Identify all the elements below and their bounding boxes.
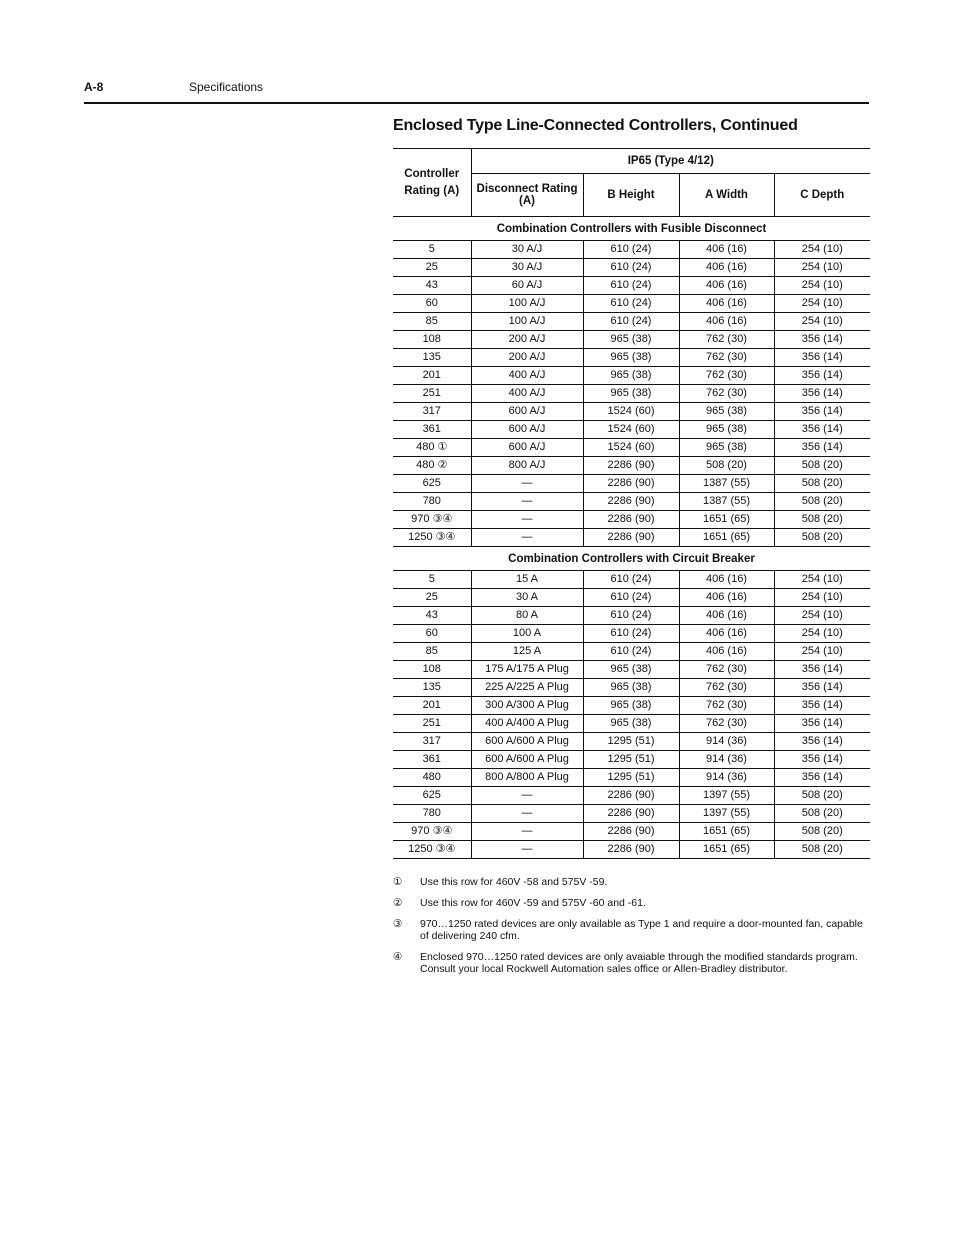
cell-c-depth: 356 (14) [774,751,870,769]
cell-controller-rating: 625 [393,475,471,493]
cell-disconnect-rating: 400 A/J [471,385,583,403]
cell-b-height: 2286 (90) [583,493,679,511]
cell-b-height: 2286 (90) [583,805,679,823]
cell-a-width: 406 (16) [679,643,774,661]
cell-c-depth: 356 (14) [774,403,870,421]
cell-b-height: 2286 (90) [583,457,679,475]
cell-c-depth: 254 (10) [774,607,870,625]
cell-c-depth: 356 (14) [774,331,870,349]
column-header-b-height: B Height [583,174,679,217]
cell-a-width: 914 (36) [679,751,774,769]
group-header-row [393,217,870,241]
group-label: Combination Controllers with Circuit Breaker [393,547,870,571]
cell-a-width: 965 (38) [679,403,774,421]
cell-a-width: 1397 (55) [679,787,774,805]
table-row [393,259,870,277]
page-number: A-8 [84,80,104,94]
cell-a-width: 406 (16) [679,241,774,259]
cell-c-depth: 356 (14) [774,349,870,367]
cell-c-depth: 356 (14) [774,661,870,679]
table-row [393,787,870,805]
cell-b-height: 610 (24) [583,295,679,313]
table-row [393,529,870,547]
cell-disconnect-rating: 200 A/J [471,349,583,367]
cell-b-height: 2286 (90) [583,529,679,547]
cell-c-depth: 356 (14) [774,439,870,457]
cell-b-height: 965 (38) [583,385,679,403]
table-row [393,349,870,367]
cell-c-depth: 356 (14) [774,367,870,385]
cell-controller-rating: 85 [393,643,471,661]
table-row [393,403,870,421]
cell-b-height: 610 (24) [583,607,679,625]
cell-a-width: 508 (20) [679,457,774,475]
footnote-text: Enclosed 970…1250 rated devices are only avaiable through the modified standards program. Consult your local Rockwell Automation sales office or Allen-Bradley distributor. [420,951,858,975]
cell-controller-rating: 480 [393,769,471,787]
cell-controller-rating: 970 ③④ [393,511,471,529]
table-row [393,367,870,385]
cell-disconnect-rating: 300 A/300 A Plug [471,697,583,715]
cell-c-depth: 254 (10) [774,571,870,589]
cell-b-height: 1524 (60) [583,421,679,439]
cell-c-depth: 508 (20) [774,841,870,859]
footnote-text: 970…1250 rated devices are only available as Type 1 and require a door-mounted fan, capable of delivering 240 cfm. [420,918,863,942]
cell-controller-rating: 25 [393,259,471,277]
cell-disconnect-rating: 30 A/J [471,259,583,277]
table-row [393,643,870,661]
cell-b-height: 965 (38) [583,349,679,367]
cell-disconnect-rating: 100 A/J [471,313,583,331]
cell-a-width: 406 (16) [679,571,774,589]
cell-controller-rating: 780 [393,805,471,823]
cell-c-depth: 508 (20) [774,493,870,511]
cell-controller-rating: 201 [393,697,471,715]
cell-controller-rating: 5 [393,571,471,589]
cell-b-height: 1295 (51) [583,733,679,751]
cell-controller-rating: 317 [393,733,471,751]
cell-disconnect-rating: — [471,805,583,823]
cell-c-depth: 254 (10) [774,277,870,295]
cell-b-height: 965 (38) [583,679,679,697]
cell-disconnect-rating: — [471,823,583,841]
table-row [393,661,870,679]
cell-b-height: 1295 (51) [583,769,679,787]
cell-a-width: 914 (36) [679,769,774,787]
cell-c-depth: 508 (20) [774,787,870,805]
cell-c-depth: 254 (10) [774,625,870,643]
cell-a-width: 406 (16) [679,607,774,625]
cell-b-height: 965 (38) [583,661,679,679]
table-row [393,697,870,715]
cell-disconnect-rating: 30 A [471,589,583,607]
table-row [393,733,870,751]
cell-disconnect-rating: 125 A [471,643,583,661]
cell-a-width: 762 (30) [679,661,774,679]
cell-a-width: 1397 (55) [679,805,774,823]
cell-a-width: 762 (30) [679,697,774,715]
cell-c-depth: 508 (20) [774,823,870,841]
table-row [393,625,870,643]
header-rule [84,102,869,104]
table-row [393,241,870,259]
cell-disconnect-rating: — [471,787,583,805]
cell-b-height: 610 (24) [583,277,679,295]
cell-disconnect-rating: 600 A/J [471,403,583,421]
cell-disconnect-rating: — [471,493,583,511]
footnote [393,918,870,942]
table-row [393,331,870,349]
table-row [393,439,870,457]
footnote [393,897,870,909]
table-row [393,295,870,313]
page-title: Enclosed Type Line-Connected Controllers, Continued [393,117,798,134]
cell-c-depth: 356 (14) [774,715,870,733]
cell-c-depth: 356 (14) [774,679,870,697]
cell-c-depth: 356 (14) [774,385,870,403]
cell-disconnect-rating: 30 A/J [471,241,583,259]
cell-b-height: 2286 (90) [583,787,679,805]
cell-disconnect-rating: — [471,475,583,493]
cell-disconnect-rating: 100 A [471,625,583,643]
cell-controller-rating: 135 [393,679,471,697]
cell-disconnect-rating: 600 A/600 A Plug [471,751,583,769]
cell-b-height: 610 (24) [583,259,679,277]
cell-b-height: 610 (24) [583,589,679,607]
cell-controller-rating: 625 [393,787,471,805]
cell-controller-rating: 60 [393,295,471,313]
cell-a-width: 1651 (65) [679,511,774,529]
footnote-text: Use this row for 460V -58 and 575V -59. [420,876,608,888]
cell-c-depth: 508 (20) [774,475,870,493]
cell-a-width: 406 (16) [679,277,774,295]
footnote-mark: ① [393,876,403,888]
table-row [393,313,870,331]
cell-controller-rating: 970 ③④ [393,823,471,841]
cell-disconnect-rating: 15 A [471,571,583,589]
cell-a-width: 762 (30) [679,679,774,697]
cell-b-height: 610 (24) [583,241,679,259]
cell-controller-rating: 43 [393,607,471,625]
cell-disconnect-rating: 600 A/J [471,439,583,457]
cell-disconnect-rating: 600 A/J [471,421,583,439]
cell-a-width: 965 (38) [679,439,774,457]
table-row [393,571,870,589]
table-row [393,607,870,625]
cell-c-depth: 254 (10) [774,313,870,331]
cell-controller-rating: 251 [393,715,471,733]
cell-controller-rating: 135 [393,349,471,367]
table-row [393,679,870,697]
cell-b-height: 2286 (90) [583,511,679,529]
specifications-table [393,148,870,859]
cell-c-depth: 356 (14) [774,733,870,751]
cell-c-depth: 254 (10) [774,241,870,259]
cell-a-width: 762 (30) [679,331,774,349]
cell-disconnect-rating: 400 A/400 A Plug [471,715,583,733]
cell-a-width: 1651 (65) [679,841,774,859]
table-row [393,475,870,493]
cell-b-height: 965 (38) [583,367,679,385]
cell-b-height: 610 (24) [583,625,679,643]
cell-b-height: 610 (24) [583,571,679,589]
cell-c-depth: 508 (20) [774,457,870,475]
table-row [393,589,870,607]
table-row [393,277,870,295]
cell-a-width: 1387 (55) [679,475,774,493]
cell-disconnect-rating: 400 A/J [471,367,583,385]
table-row [393,805,870,823]
controller-rating-header: Controller Rating (A) [393,149,471,217]
cell-c-depth: 508 (20) [774,511,870,529]
cell-disconnect-rating: 175 A/175 A Plug [471,661,583,679]
cell-controller-rating: 60 [393,625,471,643]
cell-disconnect-rating: 200 A/J [471,331,583,349]
footnote-mark: ③ [393,918,403,930]
cell-c-depth: 356 (14) [774,769,870,787]
cell-a-width: 406 (16) [679,313,774,331]
cell-b-height: 965 (38) [583,697,679,715]
cell-a-width: 914 (36) [679,733,774,751]
cell-controller-rating: 108 [393,661,471,679]
table-row [393,769,870,787]
footnote-mark: ② [393,897,403,909]
cell-disconnect-rating: 80 A [471,607,583,625]
cell-a-width: 965 (38) [679,421,774,439]
cell-controller-rating: 480 ② [393,457,471,475]
table-row [393,421,870,439]
cell-controller-rating: 201 [393,367,471,385]
cell-a-width: 406 (16) [679,295,774,313]
table-row [393,493,870,511]
cell-a-width: 406 (16) [679,589,774,607]
cell-a-width: 762 (30) [679,715,774,733]
cell-controller-rating: 108 [393,331,471,349]
group-header-row [393,547,870,571]
footnote-mark: ④ [393,951,403,963]
cell-controller-rating: 780 [393,493,471,511]
group-label: Combination Controllers with Fusible Disconnect [393,217,870,241]
cell-b-height: 1295 (51) [583,751,679,769]
cell-b-height: 2286 (90) [583,823,679,841]
cell-a-width: 1651 (65) [679,823,774,841]
column-header-a-width: A Width [679,174,774,217]
cell-c-depth: 254 (10) [774,643,870,661]
cell-controller-rating: 5 [393,241,471,259]
section-title: Specifications [189,80,264,94]
cell-a-width: 762 (30) [679,349,774,367]
table-row [393,385,870,403]
cell-disconnect-rating: — [471,511,583,529]
cell-disconnect-rating: 800 A/J [471,457,583,475]
cell-b-height: 610 (24) [583,313,679,331]
footnote [393,951,870,975]
cell-b-height: 1524 (60) [583,439,679,457]
table-body [393,217,870,859]
cell-disconnect-rating: 600 A/600 A Plug [471,733,583,751]
cell-controller-rating: 85 [393,313,471,331]
cell-disconnect-rating: — [471,841,583,859]
cell-a-width: 762 (30) [679,385,774,403]
cell-controller-rating: 251 [393,385,471,403]
cell-c-depth: 356 (14) [774,697,870,715]
cell-a-width: 1387 (55) [679,493,774,511]
cell-controller-rating: 361 [393,751,471,769]
cell-c-depth: 254 (10) [774,295,870,313]
cell-c-depth: 356 (14) [774,421,870,439]
cell-controller-rating: 480 ① [393,439,471,457]
table-row [393,841,870,859]
cell-disconnect-rating: 60 A/J [471,277,583,295]
cell-b-height: 610 (24) [583,643,679,661]
enclosure-header: IP65 (Type 4/12) [471,149,870,174]
cell-controller-rating: 361 [393,421,471,439]
cell-a-width: 406 (16) [679,625,774,643]
cell-c-depth: 508 (20) [774,529,870,547]
cell-b-height: 2286 (90) [583,475,679,493]
cell-c-depth: 254 (10) [774,589,870,607]
cell-b-height: 965 (38) [583,331,679,349]
cell-disconnect-rating: 800 A/800 A Plug [471,769,583,787]
cell-c-depth: 254 (10) [774,259,870,277]
table-row [393,823,870,841]
cell-a-width: 1651 (65) [679,529,774,547]
table-row [393,457,870,475]
cell-disconnect-rating: 225 A/225 A Plug [471,679,583,697]
footnote [393,876,870,888]
cell-controller-rating: 43 [393,277,471,295]
column-header-c-depth: C Depth [774,174,870,217]
footnote-text: Use this row for 460V -59 and 575V -60 and -61. [420,897,646,909]
cell-a-width: 762 (30) [679,367,774,385]
table-row [393,715,870,733]
cell-controller-rating: 25 [393,589,471,607]
table-row [393,751,870,769]
cell-controller-rating: 317 [393,403,471,421]
cell-controller-rating: 1250 ③④ [393,841,471,859]
cell-disconnect-rating: — [471,529,583,547]
table-row [393,511,870,529]
cell-b-height: 1524 (60) [583,403,679,421]
cell-b-height: 2286 (90) [583,841,679,859]
column-header-disconnect-rating: Disconnect Rating (A) [471,174,583,217]
cell-b-height: 965 (38) [583,715,679,733]
cell-a-width: 406 (16) [679,259,774,277]
cell-c-depth: 508 (20) [774,805,870,823]
footnotes [393,876,870,984]
cell-controller-rating: 1250 ③④ [393,529,471,547]
cell-disconnect-rating: 100 A/J [471,295,583,313]
